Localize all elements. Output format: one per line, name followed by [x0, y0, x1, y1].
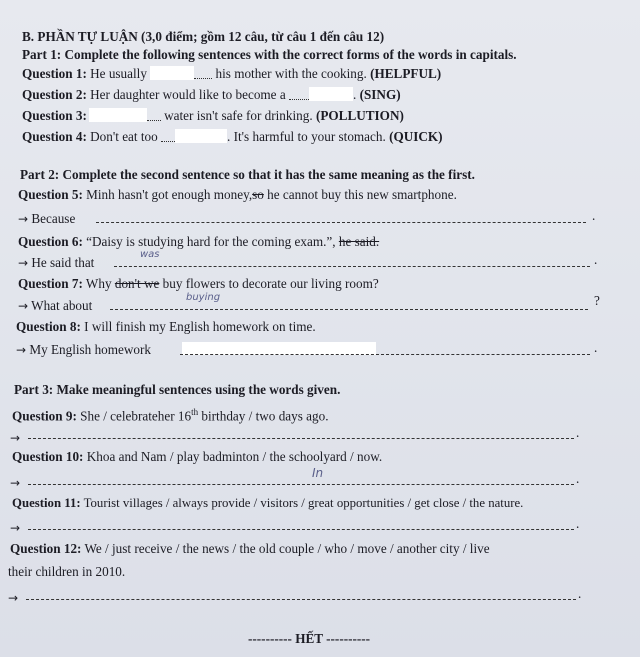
arrow-icon: → [8, 591, 19, 605]
answer-field-11[interactable] [28, 529, 574, 530]
word-hint: (POLLUTION) [315, 108, 404, 123]
question-10: Question 10: Khoa and Nam / play badminton / the schoolyard / now. [12, 449, 383, 464]
worksheet-page: B. PHẦN TỰ LUẬN (3,0 điểm; gồm 12 câu, từ câu 1 đến câu 12) Part 1: Complete the following sentences with the correct forms of the words in capitals. Question 1: He usually his mother with the cooking. (HELPFUL) Question 2: Her daughter would like to become a . (SING) Question 3: water isn't safe for drinking. (POLLUTION) Question 4: Don't eat too . It's harmful to your stomach. (QUICK) Part 2: Complete the second sentence so that it has the same meaning as the first. Question 5: Minh hasn't got enough money,so he cannot buy this new smartphone. → Because . Question 6: “Daisy is studying hard for the coming exam.”, he said. → He said that was . Question 7: Why don't we buy flowers to decorate our living room? → What about buying ? Question 8: I will finish my English homework on time. → My English homework . Part 3: Make meaningful sentences using the words given. Question 9: She / celebrateher 16th birthday / two days ago. → . Question 10: Khoa and Nam / play badminton / the schoolyard / now. In → . Question 11: Tourist villages / always provide / visitors / great opportunities / get close / the nature. → . Question 12: We / just receive / the news / the old couple / who / move / another city / live their children in 2010. → . ---------- HẾT ---------- [0, 0, 640, 657]
arrow-icon: → [10, 521, 21, 535]
question-11: Question 11: Tourist villages / always provide / visitors / great opportunities / get close / the nature. [12, 496, 524, 510]
part2-title: Part 2: Complete the second sentence so that it has the same meaning as the first. [20, 167, 475, 182]
question-5: Question 5: Minh hasn't got enough money,so he cannot buy this new smartphone. [18, 187, 457, 202]
arrow-icon: → [18, 256, 29, 270]
answer-line-8: → My English homework [16, 342, 151, 357]
handwritten-answer: buying [186, 292, 221, 303]
question-9: Question 9: She / celebrateher 16th birthday / two days ago. [12, 407, 329, 424]
question-4: Question 4: Don't eat too . It's harmful to your stomach. (QUICK) [22, 129, 443, 144]
answer-blank [309, 87, 353, 101]
arrow-icon: → [10, 431, 21, 445]
arrow-icon: → [18, 299, 29, 313]
answer-field-6[interactable] [114, 266, 590, 267]
handwritten-answer: In [312, 466, 324, 480]
answer-field-7[interactable] [110, 309, 588, 310]
answer-field-10[interactable] [28, 484, 574, 485]
question-label: Question 1: [22, 66, 87, 81]
question-3: Question 3: water isn't safe for drinking. (POLLUTION) [22, 108, 404, 123]
answer-line-6: → He said that [18, 255, 95, 270]
end-marker: ---------- HẾT ---------- [248, 631, 371, 646]
question-7: Question 7: Why don't we buy flowers to decorate our living room? [18, 276, 379, 291]
question-2: Question 2: Her daughter would like to become a . (SING) [22, 87, 401, 102]
answer-blank [175, 129, 227, 143]
answer-line-5: → Because [18, 211, 76, 226]
handwritten-answer: was [140, 249, 160, 260]
part1-title: Part 1: Complete the following sentences with the correct forms of the words in capitals. [22, 47, 517, 62]
word-hint: (QUICK) [389, 129, 443, 144]
question-8: Question 8: I will finish my English homework on time. [16, 319, 316, 334]
question-12: Question 12: We / just receive / the news / the old couple / who / move / another city / live [10, 541, 490, 556]
section-title: B. PHẦN TỰ LUẬN (3,0 điểm; gồm 12 câu, từ câu 1 đến câu 12) [22, 29, 385, 44]
answer-field-9[interactable] [28, 438, 574, 439]
word-hint: (HELPFUL) [370, 66, 442, 81]
question-6: Question 6: “Daisy is studying hard for the coming exam.”, he said. [18, 234, 380, 249]
arrow-icon: → [10, 476, 21, 490]
answer-blank [150, 66, 194, 80]
answer-field-5[interactable] [96, 222, 586, 223]
question-1: Question 1: He usually his mother with the cooking. (HELPFUL) [22, 66, 442, 81]
answer-field-8[interactable] [180, 354, 590, 355]
word-hint: (SING) [359, 87, 401, 102]
answer-field-12[interactable] [26, 599, 576, 600]
part3-title: Part 3: Make meaningful sentences using the words given. [14, 382, 341, 397]
answer-blank [89, 108, 147, 122]
arrow-icon: → [16, 343, 27, 357]
arrow-icon: → [18, 212, 29, 226]
answer-line-7: → What about [18, 298, 93, 313]
question-12-continuation: their children in 2010. [8, 564, 126, 579]
